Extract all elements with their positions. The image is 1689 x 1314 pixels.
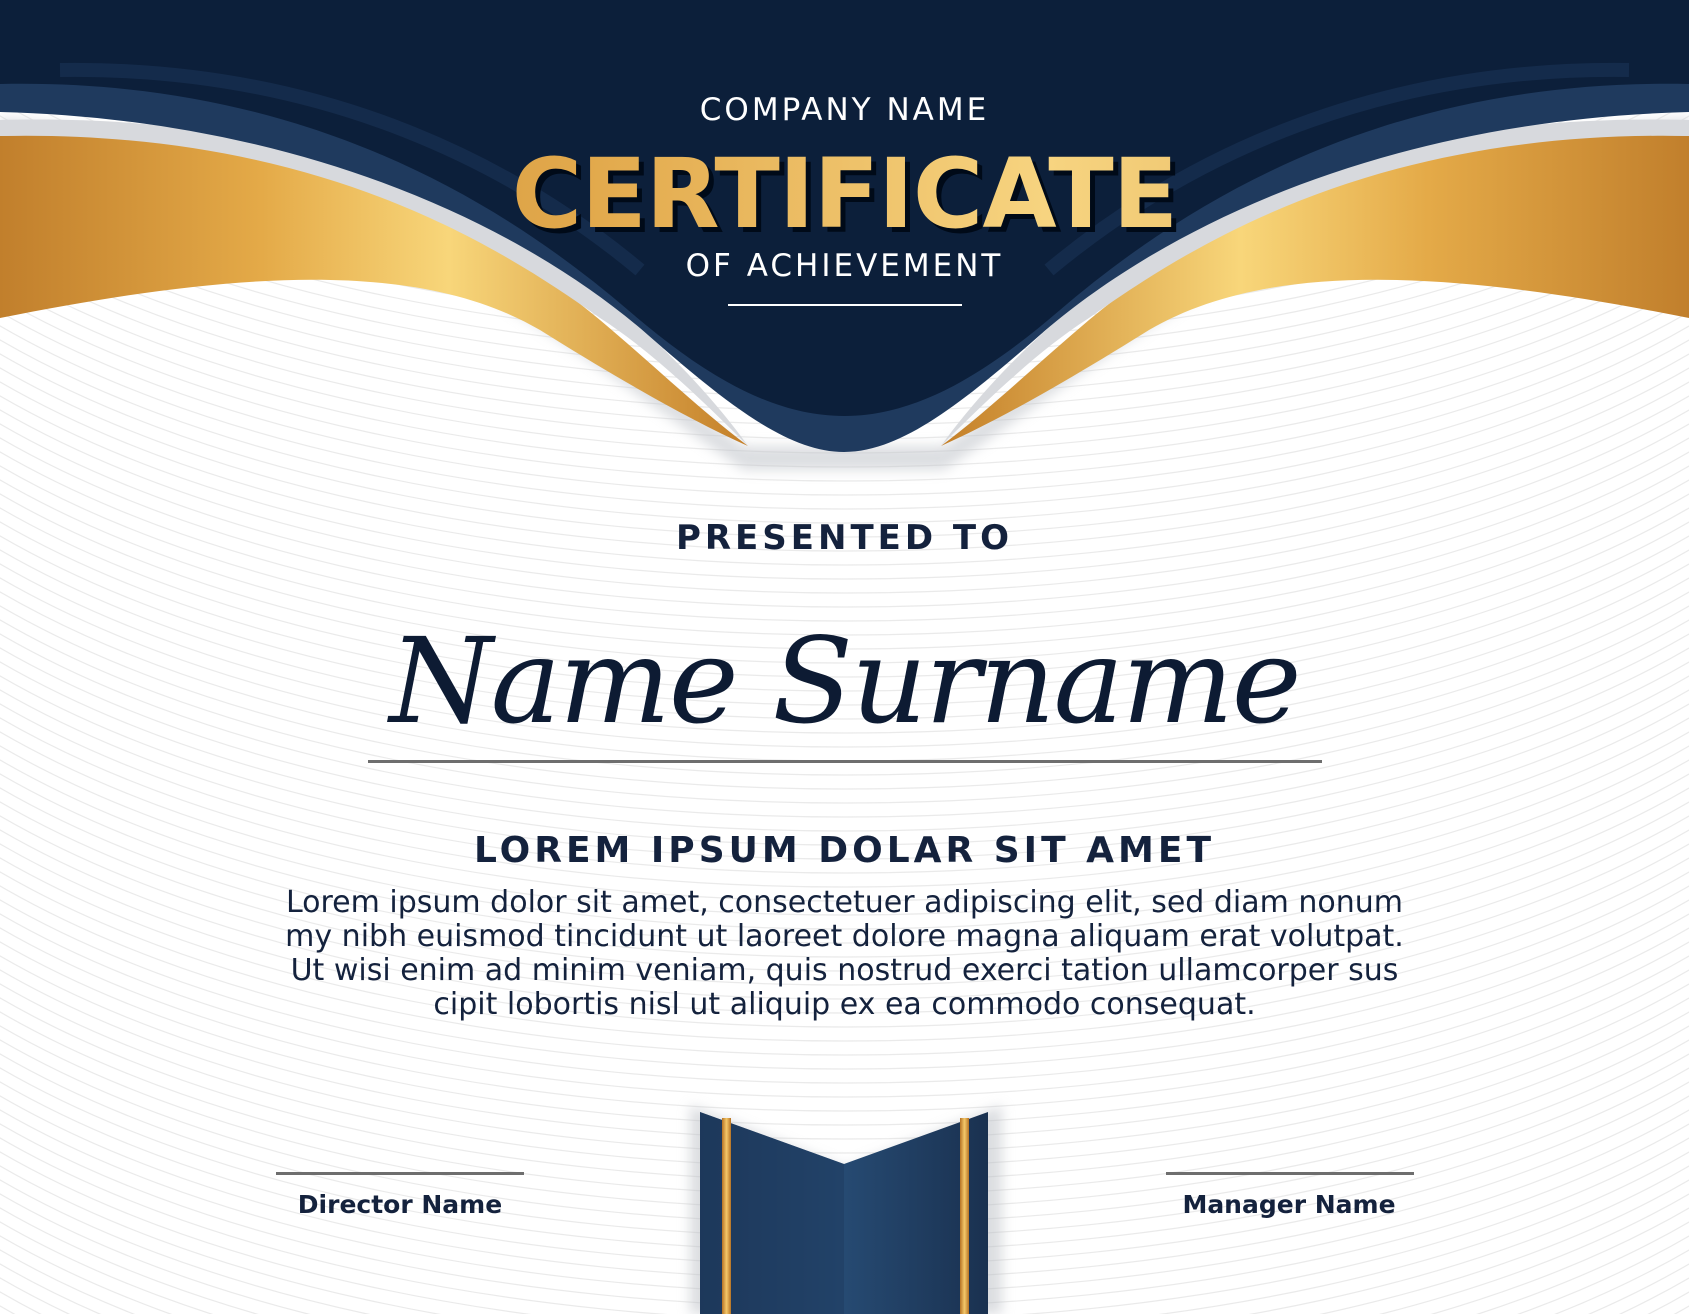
body-line: cipit lobortis nisl ut aliquip ex ea commodo consequat. (433, 987, 1256, 1022)
name-underline (368, 760, 1322, 763)
body-line: my nibh euismod tincidunt ut laoreet dolore magna aliquam erat volutpat. (285, 919, 1404, 954)
ribbon (690, 1105, 1002, 1314)
recipient-name: Name Surname (389, 612, 1300, 750)
manager-signature-line (1166, 1172, 1414, 1175)
content-body (240, 886, 1449, 1022)
director-signature-line (276, 1172, 524, 1175)
certificate-subtitle: OF ACHIEVEMENT (685, 248, 1004, 284)
body-line: Ut wisi enim ad minim veniam, quis nostrud exerci tation ullamcorper sus (290, 953, 1399, 988)
body-line: Lorem ipsum dolor sit amet, consectetuer adipiscing elit, sed diam nonum (285, 885, 1404, 920)
company-name: COMPANY NAME (699, 92, 990, 128)
director-name: Director Name (297, 1190, 503, 1219)
title-divider (728, 304, 962, 306)
certificate-title: CERTIFICATE (0, 138, 1689, 250)
manager-name: Manager Name (1182, 1190, 1396, 1219)
presented-to-label: PRESENTED TO (675, 518, 1014, 558)
content-heading: LOREM IPSUM DOLAR SIT AMET (473, 830, 1215, 871)
